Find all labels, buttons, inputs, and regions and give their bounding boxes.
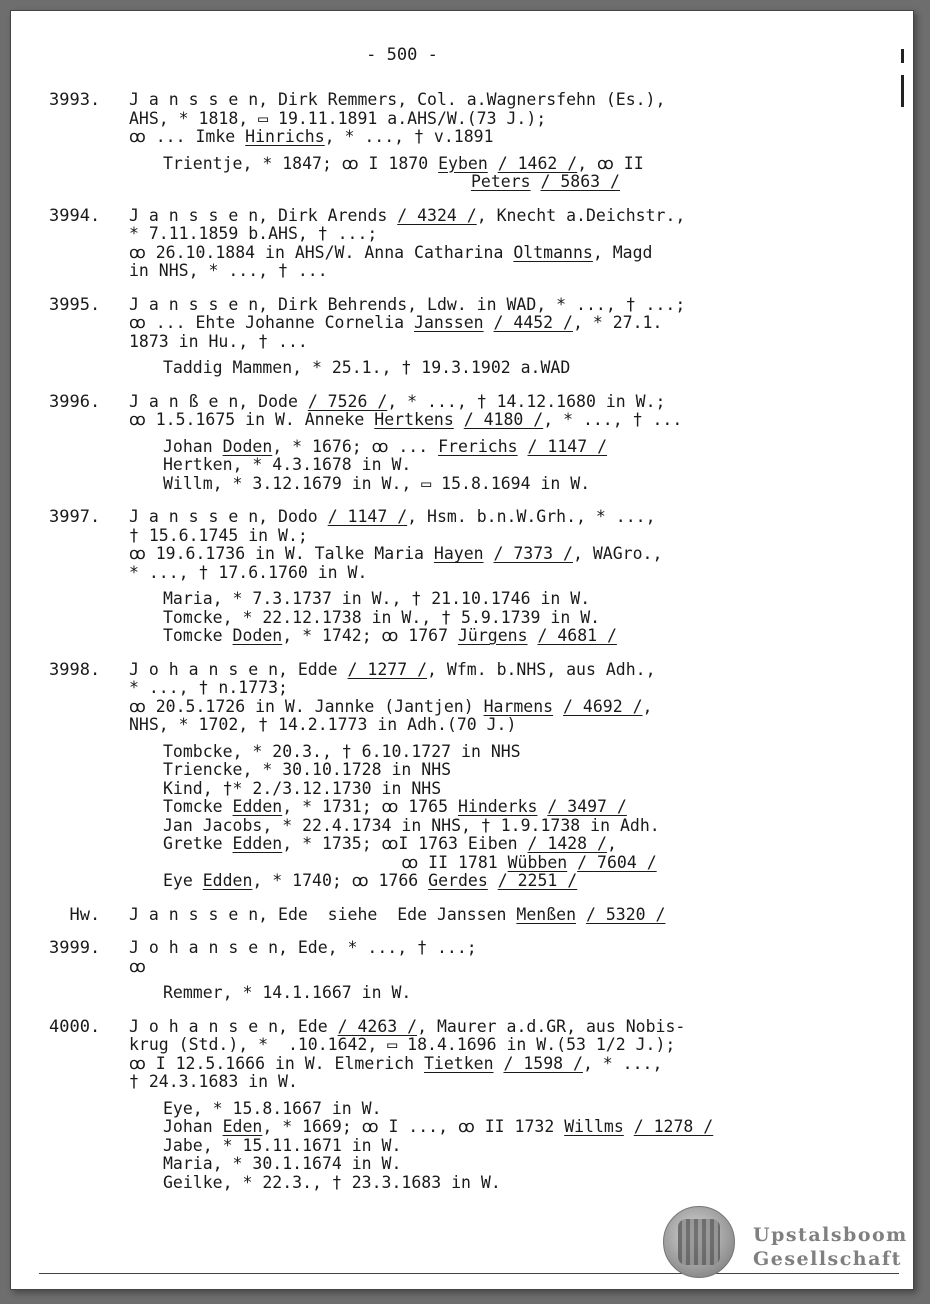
underlined-reference: / 1147 /	[527, 436, 608, 456]
text-segment: Trientje, * 1847; ꝏ I 1870	[163, 153, 439, 173]
text-segment: J a n s s e n, Dirk Behrends, Ldw. in WAD, * ..., † ...;	[129, 294, 686, 314]
text-segment: Tomcke, * 22.12.1738 in W., † 5.9.1739 in W.	[163, 607, 601, 627]
underlined-reference: / 4681 /	[537, 626, 617, 645]
genealogy-entries	[49, 91, 899, 1207]
text-segment: , Wfm. b.NHS, aus Adh.,	[427, 659, 656, 679]
underlined-reference: / 1277 /	[347, 659, 428, 679]
text-segment: † 24.3.1683 in W.	[129, 1072, 298, 1091]
entry-number: 4000.	[49, 1016, 101, 1037]
text-segment	[454, 410, 464, 429]
children-list	[129, 438, 899, 494]
text-segment: J a n s s e n, Ede siehe Ede Janssen	[129, 904, 517, 924]
children-list	[129, 359, 899, 378]
underlined-reference: / 7604 /	[577, 852, 657, 872]
text-line	[129, 262, 899, 281]
entry	[49, 296, 899, 378]
text-segment: * 7.11.1859 b.AHS, † ...;	[129, 224, 378, 243]
text-segment	[518, 437, 528, 456]
entry-number: Hw.	[49, 904, 101, 925]
text-line	[163, 761, 899, 780]
margin-mark	[901, 49, 904, 63]
text-line	[129, 1073, 899, 1092]
children-list	[129, 743, 899, 891]
text-segment: Eye, * 15.8.1667 in W.	[163, 1098, 382, 1118]
text-segment	[484, 313, 494, 332]
text-line	[163, 1100, 899, 1119]
text-segment: ꝏ ... Ehte Johanne Cornelia	[129, 313, 415, 332]
text-line	[163, 609, 899, 628]
entry-number: 3994.	[49, 205, 101, 226]
text-segment: ,	[642, 696, 653, 716]
text-segment: , * 1731; ꝏ 1765	[282, 797, 458, 816]
text-line	[163, 1118, 899, 1137]
text-segment	[484, 544, 494, 563]
children-list	[129, 155, 899, 192]
text-line	[163, 780, 899, 799]
text-line	[129, 527, 899, 546]
text-line	[163, 817, 899, 836]
underlined-reference: Oltmanns	[513, 242, 593, 262]
children-list	[129, 984, 899, 1003]
text-line	[129, 958, 899, 977]
text-line	[129, 1036, 899, 1055]
text-line	[129, 314, 899, 333]
underlined-reference: / 4180 /	[463, 410, 544, 429]
text-segment: , WAGro.,	[572, 544, 663, 563]
text-line	[129, 564, 899, 583]
bottom-rule	[39, 1273, 899, 1274]
text-line	[129, 225, 899, 244]
margin-mark	[901, 75, 904, 107]
underlined-reference: Hayen	[433, 544, 484, 563]
text-segment: J o h a n s e n, Ede, * ..., † ...;	[129, 938, 477, 957]
text-segment: ꝏ I 12.5.1666 in W. Elmerich	[129, 1053, 424, 1073]
text-line	[129, 1055, 899, 1074]
text-segment: , Hsm. b.n.W.Grh., * ...,	[407, 507, 656, 526]
text-segment: ꝏ 1.5.1675 in W. Anneke	[129, 410, 375, 429]
text-segment: ꝏ II 1781	[163, 852, 508, 872]
text-line	[163, 456, 899, 475]
underlined-reference: Hinrichs	[245, 127, 325, 146]
text-segment: J a n s s e n, Dirk Remmers, Col. a.Wagnersfehn (Es.),	[129, 90, 666, 109]
text-segment: Taddig Mammen, * 25.1., † 19.3.1902 a.WAD	[163, 358, 571, 377]
underlined-reference: / 4692 /	[563, 696, 643, 716]
entry	[49, 939, 899, 1003]
text-segment: Tomcke	[163, 797, 233, 816]
text-segment: Tomcke	[163, 626, 233, 645]
underlined-reference: / 4324 /	[397, 205, 477, 225]
text-segment: Triencke, * 30.10.1728 in NHS	[163, 760, 452, 779]
entry	[49, 906, 899, 925]
text-segment: , ꝏ II	[577, 153, 644, 173]
text-line	[163, 743, 899, 762]
underlined-reference: Doden	[232, 626, 283, 645]
underlined-reference: / 4452 /	[493, 313, 573, 332]
children-list	[129, 1100, 899, 1193]
text-segment: , * ...,	[582, 1053, 663, 1073]
text-segment: , Maurer a.d.GR, aus Nobis-	[417, 1016, 686, 1036]
underlined-reference: Menßen	[516, 904, 577, 924]
text-line	[129, 939, 899, 958]
text-segment: Maria, * 30.1.1674 in W.	[163, 1154, 402, 1173]
underlined-reference: / 1462 /	[497, 153, 578, 173]
text-segment: krug (Std.), * .10.1642, ▭ 18.4.1696 in W.(53 1/2 J.);	[129, 1035, 676, 1054]
text-segment	[488, 871, 498, 890]
logo-line-2: Gesellschaft	[753, 1248, 902, 1270]
text-segment: , * ..., † 14.12.1680 in W.;	[387, 391, 666, 411]
text-line	[163, 1137, 899, 1156]
entry-number: 3998.	[49, 659, 101, 680]
text-segment	[576, 905, 586, 924]
text-segment: NHS, * 1702, † 14.2.1773 in Adh.(70 J.)	[129, 715, 517, 734]
text-segment: † 15.6.1745 in W.;	[129, 525, 308, 545]
underlined-reference: Edden	[232, 797, 283, 816]
underlined-reference: / 2251 /	[497, 871, 578, 890]
page-number: - 500 -	[366, 45, 438, 65]
text-segment: J a n s s e n, Dirk Arends	[129, 205, 398, 225]
entry	[49, 508, 899, 646]
text-line	[129, 698, 899, 717]
underlined-reference: Gerdes	[428, 871, 488, 890]
underlined-reference: Eyben	[438, 153, 488, 173]
text-line	[129, 207, 899, 226]
text-line	[129, 128, 899, 147]
entry	[49, 1018, 899, 1193]
text-line	[163, 1155, 899, 1174]
text-segment: Geilke, * 22.3., † 23.3.1683 in W.	[163, 1172, 501, 1192]
underlined-reference: / 7373 /	[493, 544, 573, 563]
underlined-reference: / 3497 /	[547, 797, 627, 816]
text-segment: , * 1740; ꝏ 1766	[252, 871, 429, 890]
text-line	[129, 296, 899, 315]
text-segment	[567, 853, 577, 872]
entry	[49, 207, 899, 281]
text-line	[163, 798, 899, 817]
text-line	[163, 854, 899, 873]
text-segment: , * 1735; ꝏI 1763 Eiben	[282, 834, 528, 853]
text-line	[163, 438, 899, 457]
text-segment: Eye	[163, 871, 203, 890]
underlined-reference: / 1147 /	[327, 507, 408, 526]
text-segment: Kind, †* 2./3.12.1730 in NHS	[163, 778, 442, 798]
text-line	[163, 475, 899, 494]
underlined-reference: / 1598 /	[503, 1053, 583, 1073]
logo-line-1: Upstalsboom	[753, 1224, 908, 1246]
text-line	[129, 244, 899, 263]
underlined-reference: Hinderks	[457, 797, 538, 816]
text-segment: , * ..., † ...	[543, 410, 683, 429]
text-segment: Willm, * 3.12.1679 in W., ▭ 15.8.1694 in W.	[163, 473, 591, 493]
document-page	[10, 10, 914, 1290]
text-segment: Johan	[163, 436, 223, 456]
society-logo	[753, 1223, 913, 1271]
underlined-reference: / 7526 /	[307, 391, 388, 411]
text-segment: J a n s s e n, Dodo	[129, 507, 328, 526]
text-segment: , * ..., † v.1891	[324, 127, 494, 146]
text-line	[129, 661, 899, 680]
underlined-reference: Tietken	[423, 1053, 494, 1073]
text-segment: , * 1742; ꝏ 1767	[282, 626, 458, 645]
text-line	[163, 173, 899, 192]
society-seal-icon	[663, 1206, 735, 1278]
entry	[49, 91, 899, 192]
entry-number: 3995.	[49, 294, 101, 315]
underlined-reference: / 1428 /	[527, 834, 607, 853]
text-line	[163, 1174, 899, 1193]
text-segment: J a n ß e n, Dode	[129, 391, 308, 411]
text-segment: , Magd	[592, 242, 653, 262]
text-segment: ꝏ ... Imke	[129, 127, 246, 146]
text-segment: ꝏ 20.5.1726 in W. Jannke (Jantjen)	[129, 696, 484, 716]
text-segment: Hertken, * 4.3.1678 in W.	[163, 455, 412, 474]
text-line	[163, 155, 899, 174]
text-line	[129, 110, 899, 129]
text-line	[129, 508, 899, 527]
underlined-reference: Edden	[202, 871, 253, 890]
text-segment	[488, 154, 498, 173]
text-line	[129, 1018, 899, 1037]
text-line	[129, 906, 899, 925]
underlined-reference: Hertkens	[374, 410, 454, 429]
text-segment	[531, 172, 541, 191]
text-segment: * ..., † n.1773;	[129, 678, 288, 697]
text-line	[129, 679, 899, 698]
underlined-reference: Janssen	[414, 313, 484, 332]
text-segment: J o h a n s e n, Ede	[129, 1016, 338, 1036]
text-segment	[537, 797, 547, 816]
underlined-reference: Wübben	[507, 852, 568, 872]
text-segment	[528, 626, 538, 645]
text-line	[129, 393, 899, 412]
underlined-reference: Jürgens	[457, 626, 528, 645]
text-segment	[553, 697, 563, 716]
underlined-reference: Harmens	[483, 696, 554, 716]
text-segment: Jan Jacobs, * 22.4.1734 in NHS, † 1.9.1738 in Adh.	[163, 815, 660, 835]
text-segment: Tombcke, * 20.3., † 6.10.1727 in NHS	[163, 741, 521, 761]
entry-number: 3996.	[49, 391, 101, 412]
text-line	[163, 984, 899, 1003]
underlined-reference: / 5320 /	[585, 904, 666, 924]
text-segment: , * 1669; ꝏ I ..., ꝏ II 1732	[262, 1117, 565, 1136]
text-segment: ,	[607, 834, 617, 853]
text-line	[163, 359, 899, 378]
text-line	[163, 835, 899, 854]
underlined-reference: Frerichs	[438, 436, 518, 456]
underlined-reference: Peters	[470, 172, 531, 191]
underlined-reference: Eden	[222, 1117, 263, 1136]
text-segment: ꝏ	[129, 956, 146, 976]
text-segment: Johan	[163, 1117, 223, 1136]
underlined-reference: / 5863 /	[540, 172, 620, 191]
children-list	[129, 590, 899, 646]
text-line	[129, 91, 899, 110]
entry-number: 3993.	[49, 90, 101, 110]
text-line	[163, 627, 899, 646]
text-segment	[163, 172, 471, 191]
text-segment: in NHS, * ..., † ...	[129, 261, 328, 280]
entry-number: 3999.	[49, 938, 101, 958]
text-segment	[494, 1054, 504, 1073]
text-segment: , Knecht a.Deichstr.,	[476, 205, 686, 225]
text-segment: * ..., † 17.6.1760 in W.	[129, 562, 368, 582]
text-segment: , * 1676; ꝏ ...	[272, 436, 439, 456]
text-segment: AHS, * 1818, ▭ 19.11.1891 a.AHS/W.(73 J.);	[129, 108, 547, 128]
text-segment: Maria, * 7.3.1737 in W., † 21.10.1746 in W.	[163, 589, 591, 608]
entry	[49, 393, 899, 494]
text-line	[163, 590, 899, 609]
underlined-reference: / 1278 /	[633, 1117, 714, 1136]
text-segment: ꝏ 19.6.1736 in W. Talke Maria	[129, 544, 434, 563]
underlined-reference: Doden	[222, 436, 273, 456]
text-line	[129, 333, 899, 352]
text-segment: ꝏ 26.10.1884 in AHS/W. Anna Catharina	[129, 242, 514, 262]
underlined-reference: / 4263 /	[337, 1016, 418, 1036]
entry-number: 3997.	[49, 507, 101, 527]
text-segment: Remmer, * 14.1.1667 in W.	[163, 983, 412, 1002]
text-line	[163, 872, 899, 891]
text-segment: Jabe, * 15.11.1671 in W.	[163, 1135, 402, 1155]
entry	[49, 661, 899, 891]
underlined-reference: Willms	[564, 1117, 624, 1136]
text-line	[129, 545, 899, 564]
text-line	[129, 411, 899, 430]
text-segment	[624, 1117, 634, 1136]
text-segment: 1873 in Hu., † ...	[129, 331, 308, 351]
text-line	[129, 716, 899, 735]
text-segment: J o h a n s e n, Edde	[129, 659, 348, 679]
underlined-reference: Edden	[232, 834, 283, 853]
text-segment: , * 27.1.	[573, 313, 663, 332]
text-segment: Gretke	[163, 834, 233, 853]
